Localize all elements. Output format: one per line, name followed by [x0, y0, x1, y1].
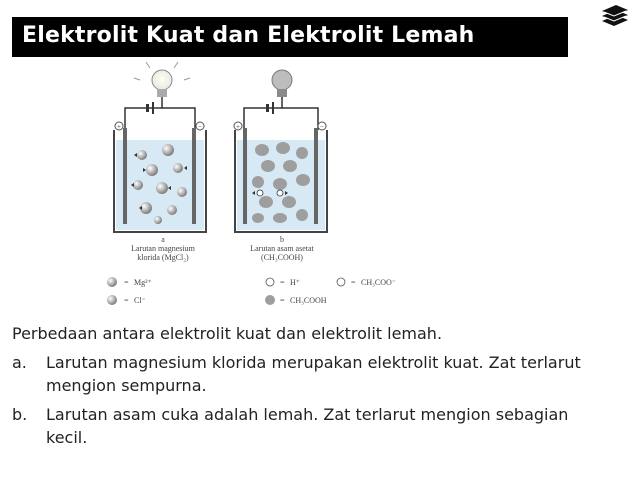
stacked-books-icon [600, 3, 630, 29]
body-text [12, 322, 612, 455]
list-marker: a. [12, 353, 27, 372]
svg-text:−: − [198, 123, 202, 131]
svg-text:CH₃COOH: CH₃COOH [290, 296, 327, 305]
list-item-text: Larutan magnesium klorida merupakan elektrolit kuat. Zat terlarut mengion sempurna. [46, 353, 581, 395]
figure-legend [107, 277, 396, 305]
beaker-b [234, 70, 327, 262]
svg-text:Larutan magnesium: Larutan magnesium [131, 244, 195, 253]
svg-text:=: = [280, 278, 285, 287]
svg-text:=: = [280, 296, 285, 305]
svg-text:b: b [280, 235, 284, 244]
svg-text:+: + [236, 123, 240, 131]
svg-text:Mg²⁺: Mg²⁺ [134, 278, 152, 287]
svg-text:=: = [124, 296, 129, 305]
electrolyte-figure [90, 60, 450, 310]
list-item-text: Larutan asam cuka adalah lemah. Zat terlarut mengion sebagian kecil. [46, 405, 569, 447]
svg-text:CH₃COO⁻: CH₃COO⁻ [361, 278, 397, 287]
svg-text:(CH₃COOH): (CH₃COOH) [261, 253, 303, 262]
slide-title: Elektrolit Kuat dan Elektrolit Lemah [22, 23, 475, 48]
svg-text:+: + [117, 123, 121, 131]
svg-text:=: = [124, 278, 129, 287]
svg-text:klorida (MgCl₂): klorida (MgCl₂) [137, 253, 189, 262]
intro-text: Perbedaan antara elektrolit kuat dan elektrolit lemah. [12, 324, 443, 343]
list-item [12, 351, 612, 397]
light-bulb-on-icon [134, 62, 190, 97]
svg-text:a: a [161, 235, 165, 244]
svg-text:H⁺: H⁺ [290, 278, 300, 287]
list-item [12, 403, 612, 449]
svg-text:−: − [320, 123, 324, 131]
light-bulb-off-icon [272, 70, 292, 97]
list-marker: b. [12, 405, 28, 424]
title-bar [12, 17, 568, 57]
svg-text:Larutan asam asetat: Larutan asam asetat [250, 244, 314, 253]
svg-text:=: = [351, 278, 356, 287]
svg-text:Cl⁻: Cl⁻ [134, 296, 146, 305]
beaker-a [114, 62, 206, 262]
